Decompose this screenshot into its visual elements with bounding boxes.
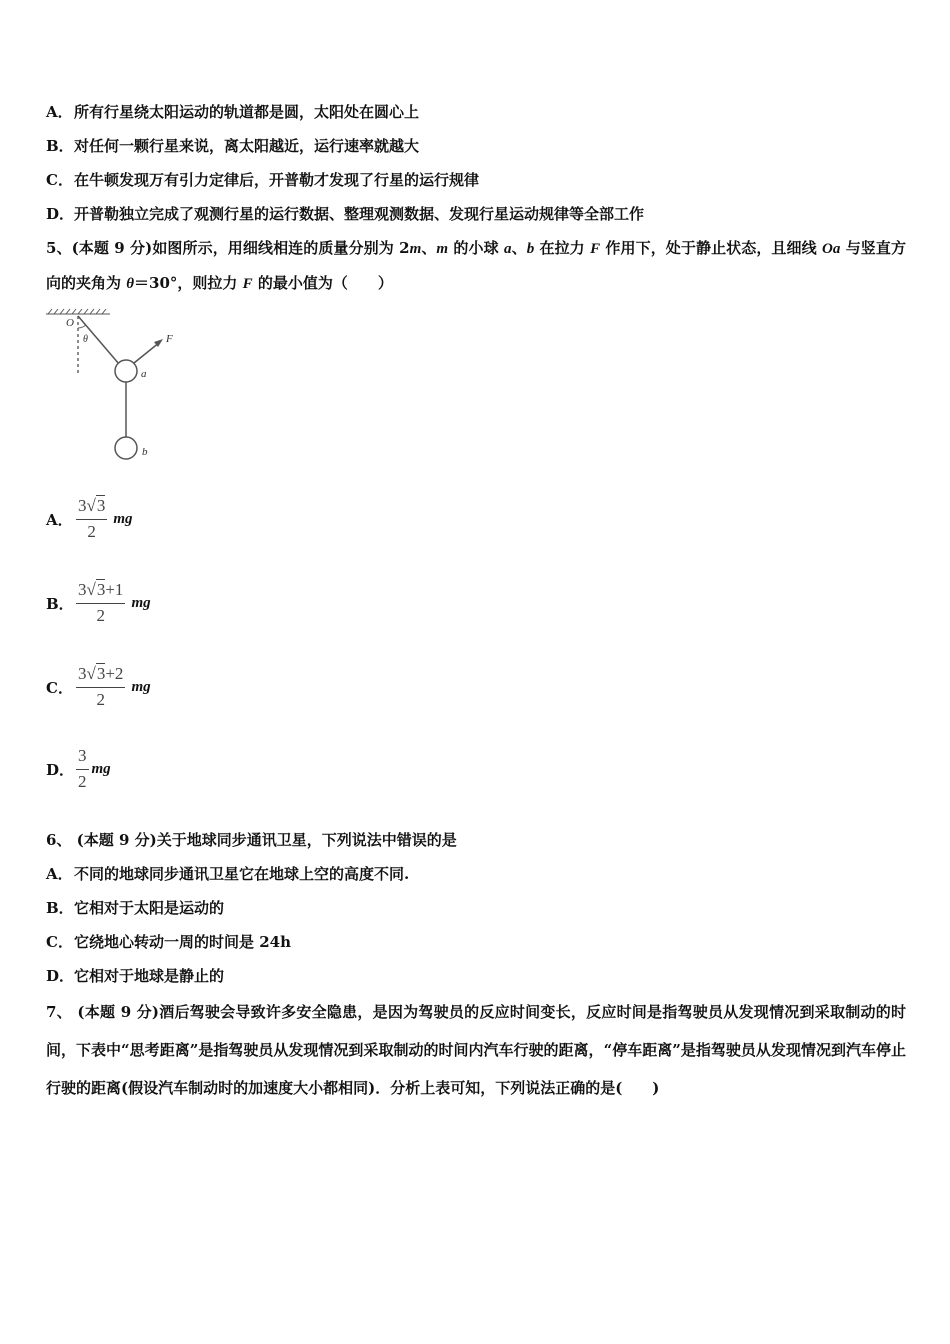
q6-option-a	[46, 864, 409, 884]
option-key: D．	[46, 205, 75, 223]
option-text: 它相对于地球是静止的	[74, 967, 225, 985]
option-key: B．	[46, 899, 74, 917]
ball-a	[115, 360, 137, 382]
force-arrow	[134, 342, 160, 363]
q5-option-d	[46, 746, 111, 792]
label-f: F	[166, 333, 173, 345]
option-key: A．	[46, 103, 73, 121]
option-key: C．	[46, 933, 73, 951]
option-key: B．	[46, 594, 74, 613]
label-a: a	[141, 368, 147, 380]
unit-mg: mg	[113, 510, 133, 527]
fraction: $\frac{3√3}{2}$	[78, 496, 106, 541]
option-text: 它相对于太阳是运动的	[74, 899, 225, 917]
fraction: $\frac{3}{2}$	[78, 746, 87, 791]
q4-option-a	[46, 102, 419, 122]
label-theta: θ	[83, 334, 88, 345]
unit-mg: mg	[91, 760, 111, 777]
q5-pendulum-figure	[40, 306, 180, 466]
q4-option-b	[46, 136, 419, 156]
option-key: A．	[46, 510, 73, 529]
q6-stem: 6、 (本题 9 分)关于地球同步通讯卫星，下列说法中错误的是	[46, 831, 457, 849]
q4-option-d	[46, 204, 644, 224]
option-key: C．	[46, 171, 73, 189]
q5-option-c	[46, 664, 151, 710]
option-text: 开普勒独立完成了观测行星的运行数据、整理观测数据、发现行星运动规律等全部工作	[74, 205, 645, 223]
ceiling	[46, 309, 110, 314]
angle-arc	[78, 325, 86, 328]
q4-option-c	[46, 170, 479, 190]
q5-option-a	[46, 496, 133, 542]
q5-option-b	[46, 580, 151, 626]
q6-option-c	[46, 932, 291, 952]
label-o: O	[66, 317, 74, 329]
option-key: D．	[46, 760, 75, 779]
option-key: D．	[46, 967, 75, 985]
option-text: 不同的地球同步通讯卫星它在地球上空的高度不同.	[74, 865, 410, 883]
q6-option-b	[46, 898, 224, 918]
label-b: b	[142, 446, 148, 458]
q7-stem: 7、 (本题 9 分)酒后驾驶会导致许多安全隐患，是因为驾驶员的反应时间变长，反应时间是指驾驶员从发现情况到采取制动的时间，下表中“思考距离”是指驾驶员从发现情况到采取制动的时间内汽车行驶的距离，“停车距离”是指驾驶员从发现情况到汽车停止行驶的距离(假设汽车制动时的加速度大小都相同)．分析上表可知，下列说法正确的是( )	[46, 1003, 906, 1097]
q6-option-d	[46, 966, 224, 986]
option-key: A．	[46, 865, 73, 883]
fraction: $\frac{3√3+2}{2}$	[78, 664, 124, 709]
option-text: 对任何一颗行星来说，离太阳越近，运行速率就越大	[74, 137, 420, 155]
option-key: C．	[46, 678, 73, 697]
unit-mg: mg	[131, 594, 151, 611]
option-text: 它绕地心转动一周的时间是 24h	[74, 933, 292, 951]
option-text: 在牛顿发现万有引力定律后，开普勒才发现了行星的运行规律	[74, 171, 480, 189]
ball-b	[115, 437, 137, 459]
fraction: $\frac{3√3+1}{2}$	[78, 580, 124, 625]
q5-stem: 5、(本题 9 分)如图所示，用细线相连的质量分别为 2m、m 的小球 a、b 在拉力 F 作用下，处于静止状态，且细线 Oa 与竖直方向的夹角为 θ＝30°，则拉力 F 的最小值为（ ）	[46, 239, 906, 292]
unit-mg: mg	[131, 678, 151, 695]
option-key: B．	[46, 137, 74, 155]
option-text: 所有行星绕太阳运动的轨道都是圆，太阳处在圆心上	[74, 103, 420, 121]
